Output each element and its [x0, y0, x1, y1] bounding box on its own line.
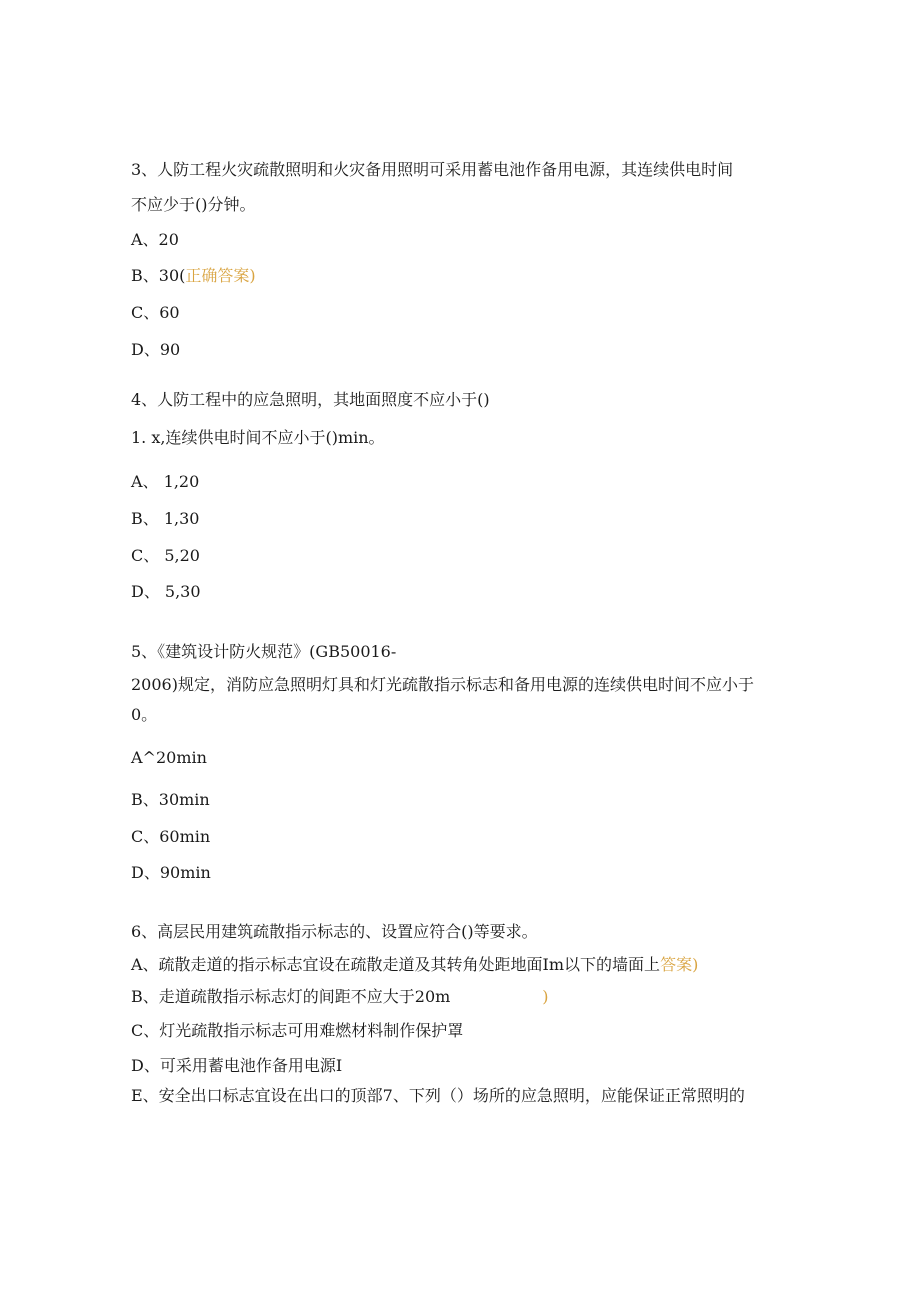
q6-option-a-text: A、疏散走道的指示标志宜设在疏散走道及其转角处距地面Im以下的墙面上 — [131, 955, 661, 974]
q4-option-c: C、 5,20 — [131, 546, 200, 565]
q4-stem-line1: 4、人防工程中的应急照明，其地面照度不应小于() — [131, 390, 490, 409]
q6-option-b-text: B、走道疏散指示标志灯的间距不应大于20m — [131, 987, 451, 1006]
q4-option-a: A、 1,20 — [131, 472, 200, 491]
q3-option-c: C、60 — [131, 303, 180, 322]
q3-option-b-text: B、30( — [131, 266, 186, 285]
q6-option-c: C、灯光疏散指示标志可用难燃材料制作保护罩 — [131, 1021, 464, 1040]
q3-option-d: D、90 — [131, 340, 181, 359]
q5-option-d: D、90min — [131, 863, 211, 882]
q5-stem-line3: 0。 — [131, 705, 158, 724]
q3-stem-line1: 3、人防工程火灾疏散照明和火灾备用照明可采用蓄电池作备用电源，其连续供电时间 — [131, 160, 734, 179]
q3-option-a: A、20 — [131, 230, 179, 249]
q6-stem-line1: 6、高层民用建筑疏散指示标志的、设置应符合()等要求。 — [131, 922, 538, 941]
q6-option-d: D、可采用蓄电池作备用电源I — [131, 1056, 343, 1075]
q5-option-b: B、30min — [131, 790, 210, 809]
q3-option-b — [131, 266, 256, 286]
q4-option-b: B、 1,30 — [131, 509, 200, 528]
q6-answer-mark-b: ) — [542, 987, 549, 1006]
q3-answer-mark: 正确答案) — [185, 266, 256, 285]
q6-option-a — [131, 955, 698, 975]
q4-stem-line2: 1. x,连续供电时间不应小于()min。 — [131, 428, 385, 447]
q5-stem-line1: 5、《建筑设计防火规范》(GB50016- — [131, 642, 397, 661]
q5-stem-line2: 2006)规定，消防应急照明灯具和灯光疏散指示标志和备用电源的连续供电时间不应小于 — [131, 675, 754, 694]
q6-option-b — [131, 987, 549, 1007]
q5-option-a: A^20min — [131, 748, 207, 767]
q6-answer-mark-a: 答案) — [660, 955, 699, 974]
q6-option-e: E、安全出口标志宜设在出口的顶部7、下列（）场所的应急照明，应能保证正常照明的 — [131, 1086, 745, 1105]
q4-option-d: D、 5,30 — [131, 582, 201, 601]
q3-stem-line2: 不应少于()分钟。 — [131, 195, 256, 214]
q5-option-c: C、60min — [131, 827, 211, 846]
